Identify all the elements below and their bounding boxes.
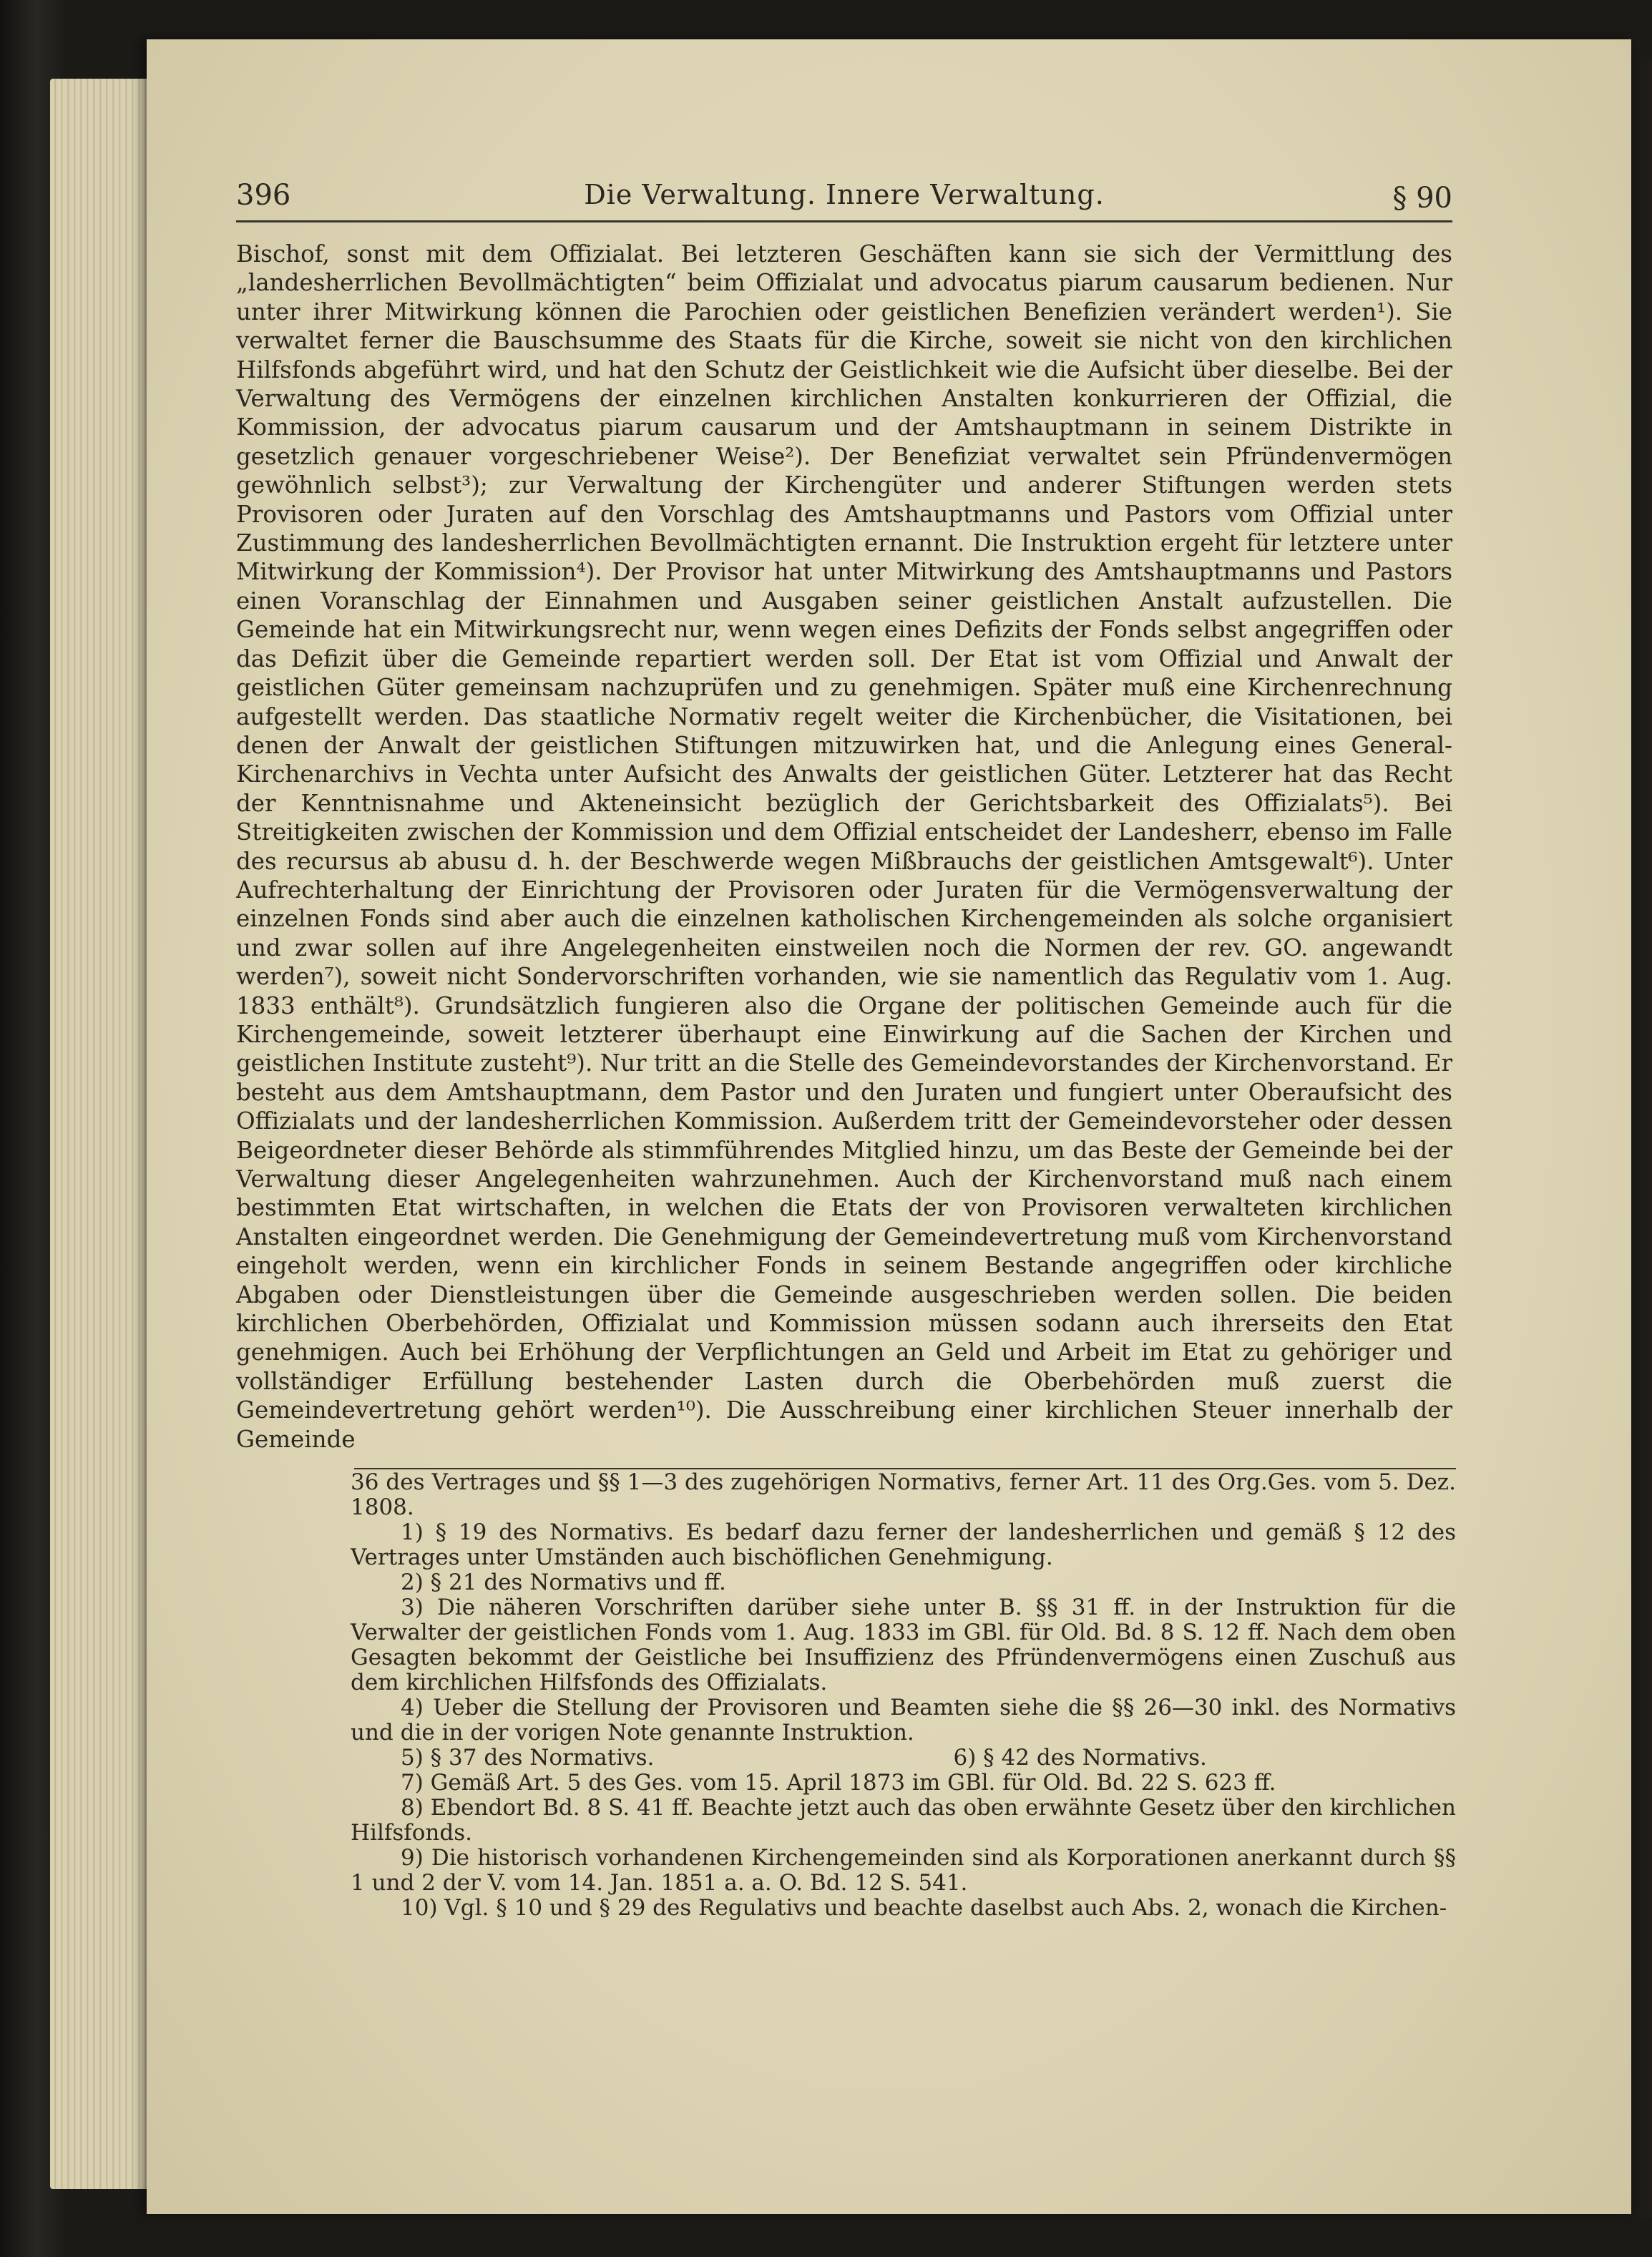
running-title: Die Verwaltung. Innere Verwaltung. bbox=[584, 179, 1105, 210]
page-shadow bbox=[1638, 57, 1652, 2218]
section-number: § 90 bbox=[1392, 182, 1452, 215]
page-header bbox=[236, 172, 1452, 222]
page-edges bbox=[50, 79, 150, 2189]
footnote-4: 4) Ueber die Stellung der Provisoren und Beamten siehe die §§ 26—30 inkl. des Normativs und die in der vorigen Note genannte Instruktion. bbox=[351, 1695, 1456, 1746]
footnote-9: 9) Die historisch vorhandenen Kirchengemeinden sind als Korporationen anerkannt durch §§ 1 und 2 der V. vom 14. Jan. 1851 a. a. O. Bd. 12 S. 541. bbox=[351, 1845, 1456, 1896]
footnote-2: 2) § 21 des Normativs und ff. bbox=[401, 1570, 726, 1595]
footnotes bbox=[351, 1470, 1456, 1921]
footnote-6: 6) § 42 des Normativs. bbox=[953, 1745, 1207, 1771]
footnote-7: 7) Gemäß Art. 5 des Ges. vom 15. April 1873 im GBl. für Old. Bd. 22 S. 623 ff. bbox=[401, 1770, 1276, 1796]
main-text bbox=[236, 240, 1452, 1454]
footnote-8: 8) Ebendort Bd. 8 S. 41 ff. Beachte jetzt auch das oben erwähnte Gesetz über den kirchlichen Hilfsfonds. bbox=[351, 1795, 1456, 1846]
body-paragraph: Bischof, sonst mit dem Offizialat. Bei letzteren Geschäften kann sie sich der Vermittlung des „landesherrlichen Bevollmächtigten“ beim Offizialat und advocatus piarum causarum bedienen. Nur unter ihrer Mitwirkung können die Parochien oder geistlichen Benefizien verändert werden¹). Sie verwaltet ferner die Bauschsumme des Staats für die Kirche, soweit sie nicht von den kirchlichen Hilfsfonds abgeführt wird, und hat den Schutz der Geistlichkeit wie die Aufsicht über dieselbe. Bei der Verwaltung des Vermögens der einzelnen kirchlichen Anstalten konkurrieren der Offizial, die Kommission, der advocatus piarum causarum und der Amtshauptmann in seinem Distrikte in gesetzlich genauer vorgeschriebener Weise²). Der Benefiziat verwaltet sein Pfründenvermögen gewöhnlich selbst³); zur Verwaltung der Kirchengüter und anderer Stiftungen werden stets Provisoren oder Juraten auf den Vorschlag des Amtshauptmanns und Pastors vom Offizial unter Zustimmung des landesherrlichen Bevollmächtigten ernannt. Die Instruktion ergeht für letztere unter Mitwirkung der Kommission⁴). Der Provisor hat unter Mitwirkung des Amtshauptmanns und Pastors einen Voranschlag der Einnahmen und Ausgaben seiner geistlichen Anstalt aufzustellen. Die Gemeinde hat ein Mitwirkungsrecht nur, wenn wegen eines Defizits der Fonds selbst angegriffen oder das Defizit über die Gemeinde repartiert werden soll. Der Etat ist vom Offizial und Anwalt der geistlichen Güter gemeinsam nachzuprüfen und zu genehmigen. Später muß eine Kirchenrechnung aufgestellt werden. Das staatliche Normativ regelt weiter die Kirchenbücher, die Visitationen, bei denen der Anwalt der geistlichen Stiftungen mitzuwirken hat, und die Anlegung eines General-Kirchenarchivs in Vechta unter Aufsicht des Anwalts der geistlichen Güter. Letzterer hat das Recht der Kenntnisnahme und Akteneinsicht bezüglich der Gerichtsbarkeit des Offizialats⁵). Bei Streitigkeiten zwischen der Kommission und dem Offizial entscheidet der Landesherr, ebenso im Falle des recursus ab abusu d. h. der Beschwerde wegen Mißbrauchs der geistlichen Amtsgewalt⁶). Unter Aufrechterhaltung der Einrichtung der Provisoren oder Juraten für die Vermögensverwaltung der einzelnen Fonds sind aber auch die einzelnen katholischen Kirchengemeinden als solche organisiert und zwar sollen auf ihre Angelegenheiten einstweilen noch die Normen der rev. GO. angewandt werden⁷), soweit nicht Sondervorschriften vorhanden, wie sie namentlich das Regulativ vom 1. Aug. 1833 enthält⁸). Grundsätzlich fungieren also die Organe der politischen Gemeinde auch für die Kirchengemeinde, soweit letzterer überhaupt eine Einwirkung auf die Sachen der Kirchen und geistlichen Institute zusteht⁹). Nur tritt an die Stelle des Gemeindevorstandes der Kirchenvorstand. Er besteht aus dem Amtshauptmann, dem Pastor und den Juraten und fungiert unter Oberaufsicht des Offizialats und der landesherrlichen Kommission. Außerdem tritt der Gemeindevorsteher oder dessen Beigeordneter dieser Behörde als stimmführendes Mitglied hinzu, um das Beste der Gemeinde bei der Verwaltung dieser Angelegenheiten wahrzunehmen. Auch der Kirchenvorstand muß nach einem bestimmten Etat wirtschaften, in welchen die Etats der von Provisoren verwalteten kirchlichen Anstalten eingeordnet werden. Die Genehmigung der Gemeindevertretung muß vom Kirchenvorstand eingeholt werden, wenn ein kirchlicher Fonds in seinem Bestande angegriffen oder kirchliche Abgaben oder Dienstleistungen über die Gemeinde ausgeschrieben werden sollen. Die beiden kirchlichen Oberbehörden, Offizialat und Kommission müssen sodann auch ihrerseits den Etat genehmigen. Auch bei Erhöhung der Verpflichtungen an Geld und Arbeit im Etat zu gehöriger und vollständiger Erfüllung bestehender Lasten durch die Oberbehörden muß zuerst die Gemeindevertretung gehört werden¹⁰). Die Ausschreibung einer kirchlichen Steuer innerhalb der Gemeinde bbox=[236, 240, 1452, 1453]
page-number: 396 bbox=[236, 179, 291, 212]
footnote-5: 5) § 37 des Normativs. bbox=[401, 1745, 655, 1771]
footnote-3: 3) Die näheren Vorschriften darüber siehe unter B. §§ 31 ff. in der Instruktion für die Verwalter der geistlichen Fonds vom 1. Aug. 1833 im GBl. für Old. Bd. 8 S. 12 ff. Nach dem oben Gesagten bekommt der Geistliche bei Insuffizienz des Pfründenvermögens einen Zuschuß aus dem kirchlichen Hilfsfonds des Offizialats. bbox=[351, 1595, 1456, 1695]
footnote-continuation: 36 des Vertrages und §§ 1—3 des zugehörigen Normativs, ferner Art. 11 des Org.Ges. vom 5. Dez. 1808. bbox=[351, 1469, 1456, 1520]
footnote-1: 1) § 19 des Normativs. Es bedarf dazu ferner der landesherrlichen und gemäß § 12 des Vertrages unter Umständen auch bischöflichen Genehmigung. bbox=[351, 1519, 1456, 1570]
header-rule bbox=[236, 220, 1452, 222]
footnote-10: 10) Vgl. § 10 und § 29 des Regulativs und beachte daselbst auch Abs. 2, wonach die Kirchen- bbox=[401, 1895, 1447, 1921]
footnote-row-5-6 bbox=[351, 1746, 1456, 1771]
